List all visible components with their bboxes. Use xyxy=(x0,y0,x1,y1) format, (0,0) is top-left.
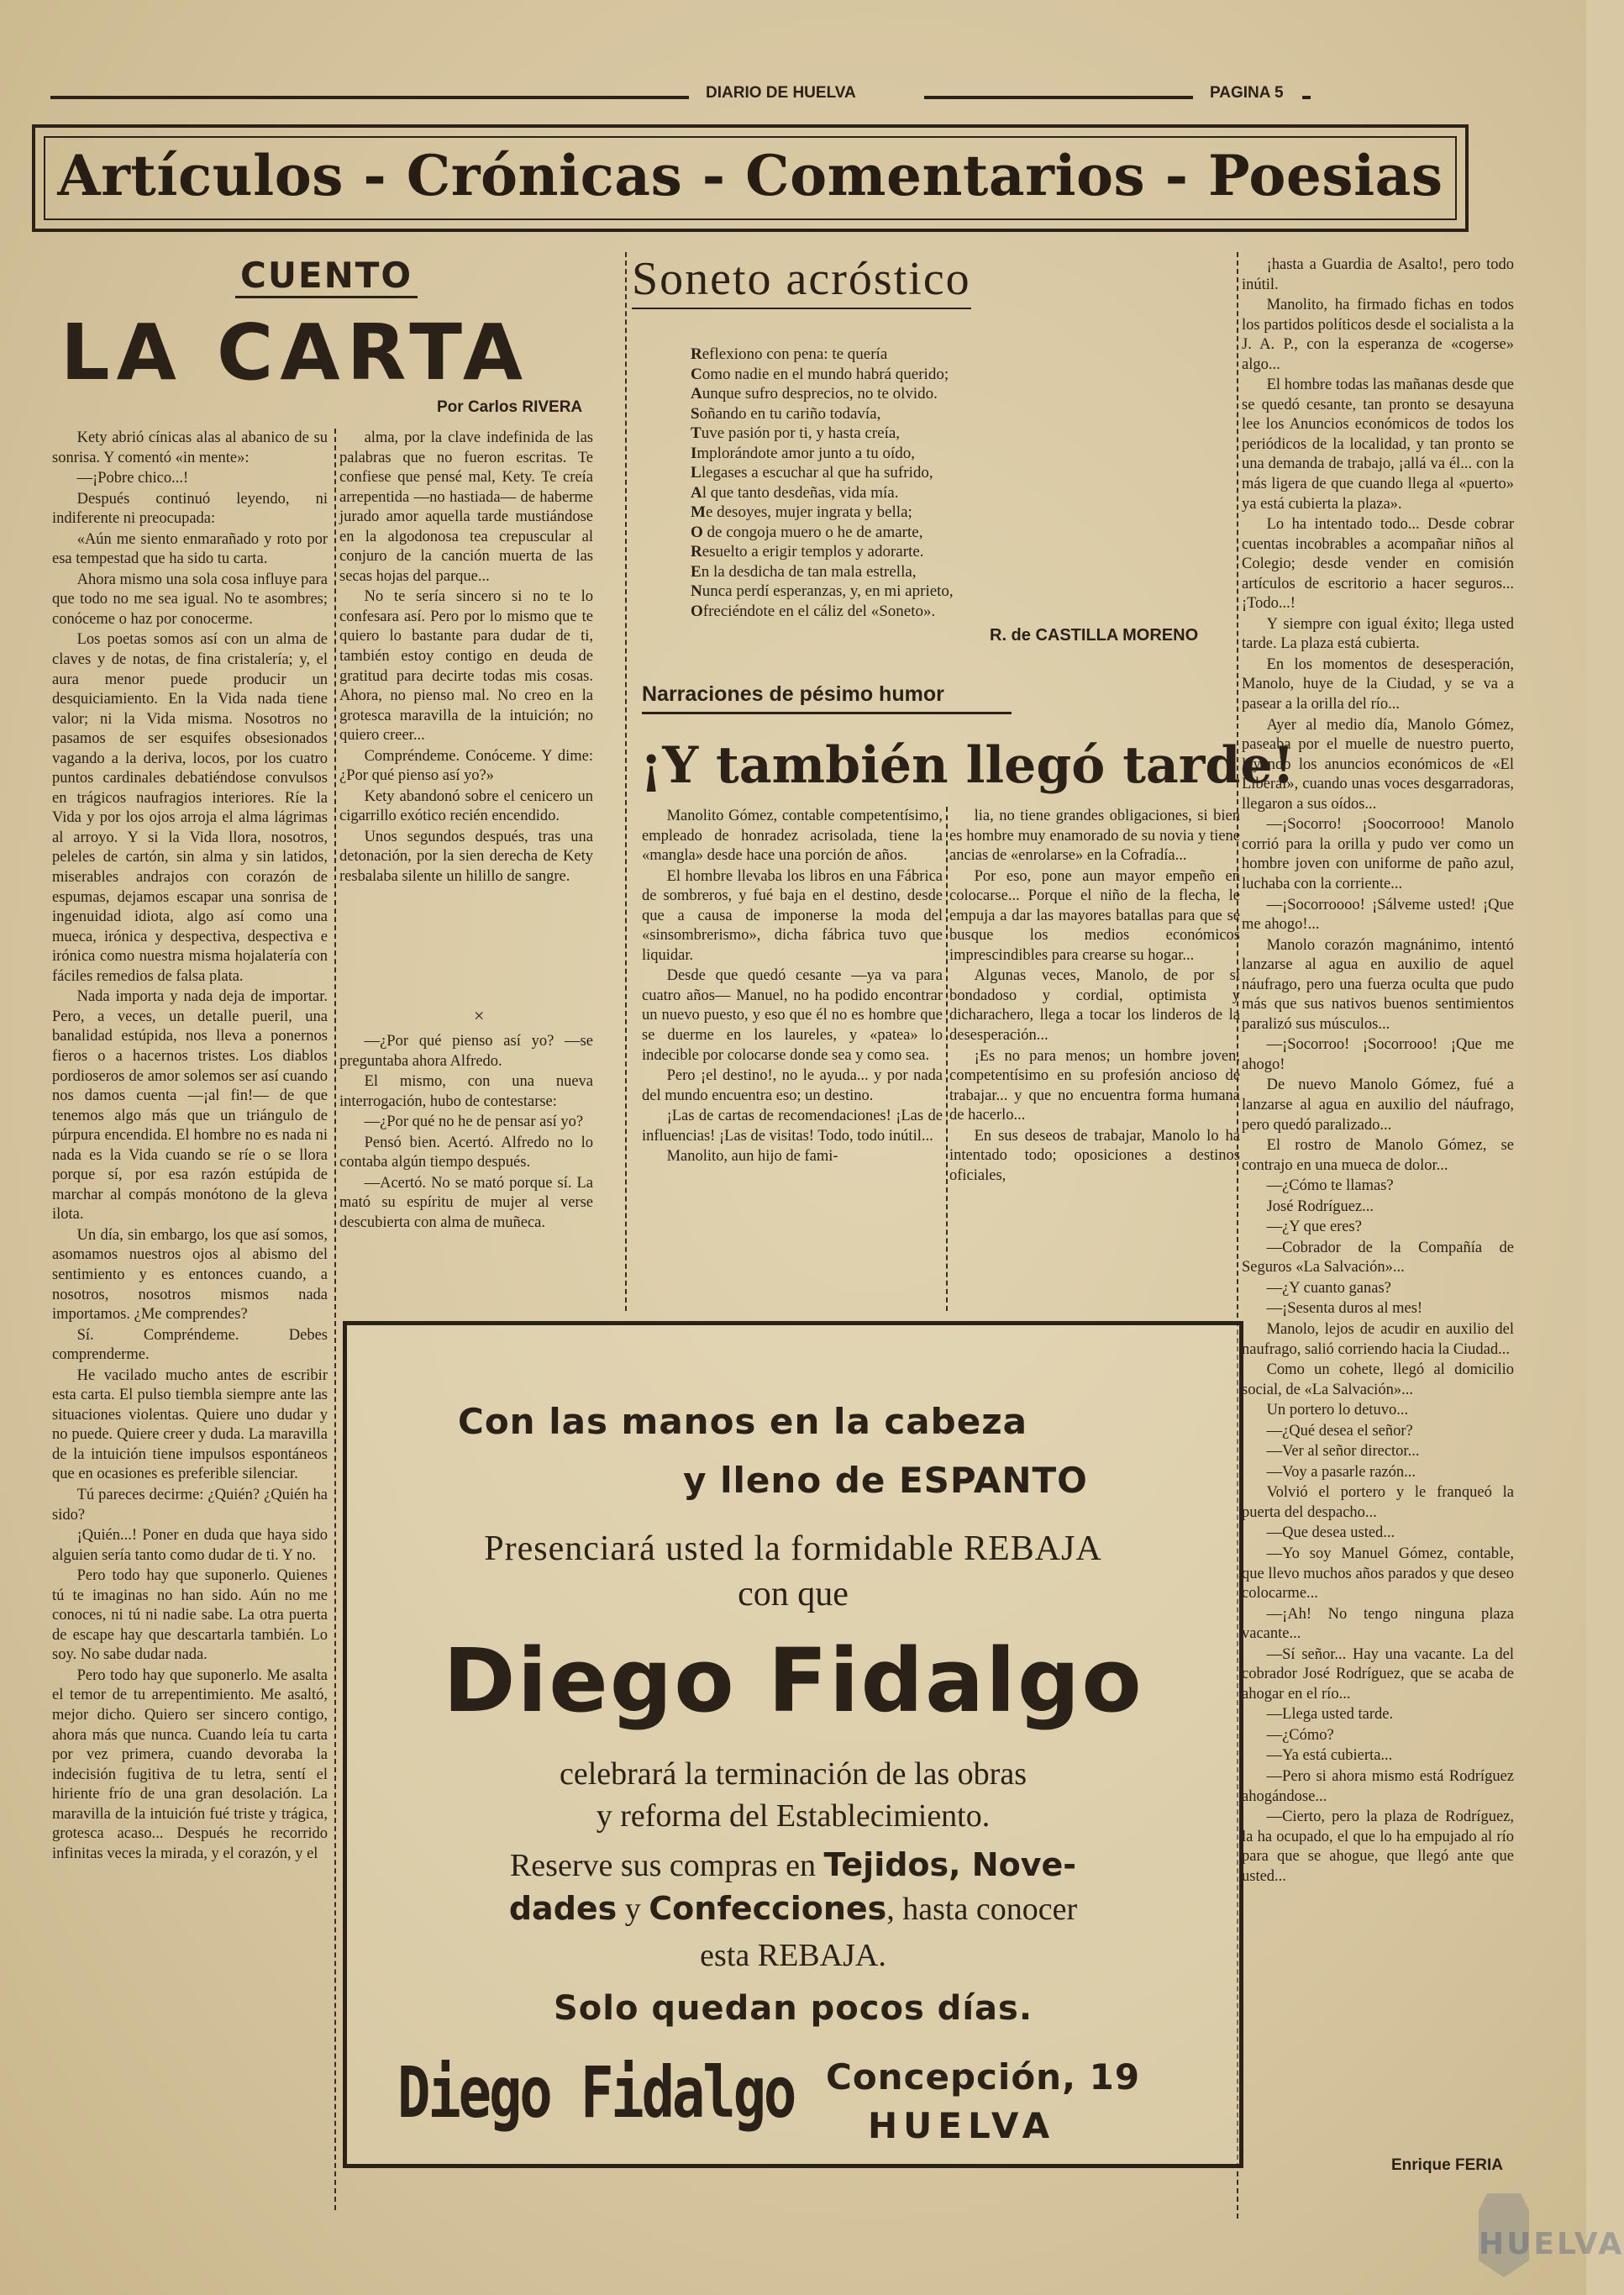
sonnet-verse xyxy=(691,345,1211,365)
story-column-2 xyxy=(339,429,593,888)
paragraph: El hombre llevaba los libros en una Fábrica de sombreros, y fué baja en el destino, desde que a causa de imponerse la moda del «sinsombrerismo», dicha fábrica tuvo que liquidar. xyxy=(642,867,943,964)
paragraph: —¿Por qué pienso así yo? —se preguntaba ahora Alfredo. xyxy=(339,1033,593,1070)
paragraph: José Rodríguez... xyxy=(1266,1198,1374,1215)
paragraph: He vacilado mucho antes de escribir esta carta. El pulso tiembla siempre ante las situaciones violentas. Quiere uno dudar y no puede. Quiere creer y duda. La maravilla de la intuición tiene impulsos espontáneos que en ocasiones es preferible silenciar. xyxy=(52,1366,328,1483)
sonnet-verses xyxy=(691,345,1211,621)
verse-text: l que tanto desdeñas, vida mía. xyxy=(702,483,899,502)
paragraph: —¡Socorro! ¡Soocorrooo! Manolo corrió para la orilla y pudo ver como un hombre joven con uniforme de paño azul, luchaba con la corriente... xyxy=(1242,816,1514,892)
paragraph: El rostro de Manolo Gómez, se contrajo en una mueca de dolor... xyxy=(1242,1137,1514,1174)
story-byline: Por Carlos RIVERA xyxy=(437,398,583,416)
paragraph: No te sería sincero si no te lo confesara así. Pero por lo mismo que te quiero lo bastante para dudar de ti, también estoy contigo en deuda de gratitud para decirte todas mis cosas. Ahora, no pienso mal. No creo en la grotesca maravilla de la intuición; no quiero creer... xyxy=(339,588,593,745)
page-number: PAGINA 5 xyxy=(1210,84,1284,102)
story-column-1 xyxy=(52,429,328,1865)
acrostic-initial: N xyxy=(691,582,702,600)
sonnet-verse xyxy=(691,444,1211,464)
ad-reserve-text: Reserve sus compras en xyxy=(509,1848,824,1883)
paragraph: Manolito, aun hijo de fami- xyxy=(666,1148,838,1166)
sonnet-verse xyxy=(691,424,1211,444)
sonnet-title: Soneto acróstico xyxy=(632,252,971,309)
paragraph: ¡Las de cartas de recomendaciones! ¡Las de influencias! ¡Las de visitas! Todo, todo inútil... xyxy=(642,1108,943,1145)
verse-text: eflexiono con pena: te quería xyxy=(702,345,888,363)
archive-watermark: HUELVA xyxy=(1479,2227,1624,2261)
acrostic-initial: T xyxy=(691,424,702,442)
column-rule-2 xyxy=(625,252,627,1311)
banner-title: Artículos - Crónicas - Comentarios - Poesias xyxy=(57,143,1443,208)
acrostic-initial: A xyxy=(691,385,702,403)
paragraph: Por eso, pone aun mayor empeño en colocarse... Porque el niño de la flecha, le empuja a dar las mayores batallas para que se busque los medios económicos imprescindibles para crearse su hogar... xyxy=(949,867,1240,964)
paragraph: Compréndeme. Conóceme. Y dime: ¿Por qué pienso así yo?» xyxy=(339,747,593,785)
ad-city: HUELVA xyxy=(868,2105,1056,2146)
acrostic-initial: C xyxy=(691,365,702,383)
paragraph: Ayer al medio día, Manolo Gómez, paseaba por el muelle de nuestro puerto, leyendo los anuncios económicos de «El Liberal», cuando unas voces desgarradoras, llegaron a sus oídos... xyxy=(1242,716,1514,813)
paragraph: —Voy a pasarle razón... xyxy=(1266,1463,1416,1481)
sonnet-author: R. de CASTILLA MORENO xyxy=(990,626,1199,645)
paragraph: Manolo, lejos de acudir en auxilio del naufrago, salió corriendo hacia la Ciudad... xyxy=(1242,1320,1514,1358)
article-column-2 xyxy=(949,807,1240,1187)
paragraph: Tú pareces decirme: ¿Quién? ¿Quién ha sido? xyxy=(52,1486,328,1524)
column-rule-3 xyxy=(946,807,948,1311)
head-rule-left xyxy=(50,96,689,99)
verse-text: de congoja muero o he de amarte, xyxy=(702,523,923,541)
ad-headline-1: Con las manos en la cabeza xyxy=(458,1401,1027,1442)
paragraph: —Ya está cubierta... xyxy=(1266,1747,1393,1765)
paragraph: —Llega usted tarde. xyxy=(1266,1706,1394,1724)
sonnet-verse xyxy=(691,384,1211,404)
paragraph: —Cierto, pero la plaza de Rodríguez, la ha ocupado, el que lo ha empujado al río para que se ahogue, que llegó ante que usted... xyxy=(1242,1808,1514,1885)
paragraph: —¿Por qué no he de pensar así yo? xyxy=(364,1113,584,1131)
paragraph: —¿Y que eres? xyxy=(1266,1219,1362,1236)
paragraph: Ahora mismo una sola cosa influye para que todo no me sea igual. No te asombres; conóceme o haz por conocerme. xyxy=(52,571,328,628)
acrostic-initial: R xyxy=(691,345,702,363)
acrostic-initial: R xyxy=(691,543,702,561)
sonnet-verse xyxy=(691,542,1211,562)
running-head xyxy=(50,84,1311,109)
paragraph: —Ver al señor director... xyxy=(1266,1443,1420,1461)
column-rule-1 xyxy=(334,429,336,2210)
section-banner xyxy=(32,124,1469,232)
paragraph: Después continuó leyendo, ni indiferente ni preocupada: xyxy=(52,490,328,528)
acrostic-initial: A xyxy=(691,483,702,502)
story-column-2-end xyxy=(339,1032,593,1234)
section-separator: × xyxy=(474,1005,485,1026)
acrostic-initial: I xyxy=(691,444,697,462)
paragraph: Pero ¡el destino!, no le ayuda... y por nada del mundo encuentra eso; un destino. xyxy=(642,1067,943,1104)
sonnet-verse xyxy=(691,463,1211,483)
narraciones-section-label: Narraciones de pésimo humor xyxy=(642,682,1012,714)
ad-logo-lettering: Diego Fidalgo xyxy=(397,2051,795,2134)
sonnet-verse xyxy=(691,404,1211,424)
paragraph: alma, por la clave indefinida de las palabras que no fueron escritas. Te confiese que pensé mal, Kety. Te creía arrepentida —no hastiada— de haberme jurado amor aquella tarde mustiándose en la algodonosa tea crepuscular al conjuro de la canción muerta de las secas hojas del parque... xyxy=(339,429,593,585)
ad-dades-text: dades xyxy=(508,1890,618,1927)
article-title: ¡Y también llegó tarde! xyxy=(640,736,1295,795)
paragraph: Manolito, ha firmado fichas en todos los partidos políticos desde el socialista a la J. A. P., con la esperanza de «cogerse» algo... xyxy=(1242,297,1514,373)
paragraph: —¿Cómo te llamas? xyxy=(1266,1177,1394,1195)
newspaper-name: DIARIO DE HUELVA xyxy=(706,84,856,102)
paragraph: Y siempre con igual éxito; llega usted tarde. La plaza está cubierta. xyxy=(1242,615,1514,653)
story-title: LA CARTA xyxy=(60,308,530,397)
verse-text: unca perdí esperanzas, y, en mi aprieto, xyxy=(702,582,954,600)
paragraph: —Acertó. No se mató porque sí. La mató su espíritu de mujer al verse descubierta con alma de muñeca. xyxy=(339,1174,593,1231)
paragraph: El hombre todas las mañanas desde que se quedó cesante, tan pronto se desayuna lee los Anuncios económicos de todos los periódicos de la localidad, y tan pronto se una demanda de trabajo, ¡allá va él... con la más ligera de que cuando llega al «puerto» ya está cubierta la plaza». xyxy=(1242,376,1514,513)
ad-store-name: Diego Fidalgo xyxy=(443,1629,1143,1732)
paragraph: En sus deseos de trabajar, Manolo lo ha intentado todo; oposiciones a destinos oficiales, xyxy=(949,1127,1240,1184)
head-rule-right xyxy=(1302,96,1311,99)
sonnet-verse xyxy=(691,523,1211,543)
cuento-label: CUENTO xyxy=(235,255,418,298)
acrostic-initial: E xyxy=(691,562,702,581)
paragraph: Desde que quedó cesante —ya va para cuatro años— Manuel, no ha podido encontrar un nuevo puesto, y eso que él no es hombre que se duerme en los laureles, y «patea» lo indecible por colocarse donde sea y como sea. xyxy=(642,967,943,1064)
ad-line-reserve xyxy=(347,1846,1239,1884)
article-column-1 xyxy=(642,807,943,1168)
paragraph: Kety abrió cínicas alas al abanico de su sonrisa. Y comentó «in mente»: xyxy=(52,429,328,466)
paragraph: —Que desea usted... xyxy=(1266,1524,1395,1542)
acrostic-initial: S xyxy=(691,404,700,423)
paragraph: ¡Es no para menos; un hombre joven, competentísimo en su profesión ancioso de trabajar... y que no encuentra forma humana de hacerlo... xyxy=(949,1047,1240,1124)
verse-text: uve pasión por ti, y hasta creía, xyxy=(701,424,901,442)
paragraph: —¡Pobre chico...! xyxy=(76,470,189,487)
ad-y-text: y xyxy=(617,1892,649,1927)
ad-address: Concepción, 19 xyxy=(826,2056,1141,2098)
sonnet-verse xyxy=(691,562,1211,582)
ad-line-pocos-dias: Solo quedan pocos días. xyxy=(553,1989,1033,2028)
acrostic-initial: O xyxy=(691,523,703,541)
paragraph: Como un cohete, llegó al domicilio social, de «La Salvación»... xyxy=(1242,1361,1514,1398)
verse-text: e desoyes, mujer ingrata y bella; xyxy=(705,503,912,521)
paragraph: Lo ha intentado todo... Desde cobrar cuentas incobrables a acompañar niños al Colegio; desde vender en comisión artículos de escritorio a hacer seguros... ¡Todo...! xyxy=(1242,516,1514,613)
acrostic-initial: M xyxy=(691,503,706,521)
article-column-3 xyxy=(1242,255,1514,1887)
verse-text: oñando en tu cariño todavía, xyxy=(699,404,881,423)
ad-line-obras: celebrará la terminación de las obras xyxy=(560,1756,1027,1792)
ad-line-confecciones xyxy=(347,1890,1239,1928)
paragraph: Pensó bien. Acertó. Alfredo no lo contaba algún tiempo después. xyxy=(339,1134,593,1171)
advertisement xyxy=(343,1321,1243,2168)
paragraph: Unos segundos después, tras una detonación, por la sien derecha de Kety resbalaba silente un hilillo de sangre. xyxy=(339,828,593,886)
verse-text: mplorándote amor junto a tu oído, xyxy=(696,444,916,462)
ad-tejidos-text: Tejidos, Nove- xyxy=(823,1846,1077,1883)
paragraph: Volvió el portero y le franqueó la puerta del despacho... xyxy=(1242,1484,1514,1521)
paragraph: Algunas veces, Manolo, de por sí bondadoso y cordial, optimista y dicharachero, llega a tocar los linderos de la desesperación... xyxy=(949,967,1240,1045)
paragraph: —Sí señor... Hay una vacante. La del cobrador José Rodríguez, que se acaba de ahogar en el río... xyxy=(1242,1645,1514,1703)
sonnet-verse xyxy=(691,365,1211,385)
paragraph: Los poetas somos así con un alma de claves y de notas, de fina cristalería; y, el aura menor puede producir un desquiciamiento. En la Vida nada tiene valor; ni la Vida misma. Nosotros no pasamos de ser esquifes obsesionados vagando a la deriva, locos, por los cuatro puntos cardinales debatiéndose convulsos en trágicos naufragios interiores. Ríe la Vida y por los ojos arroja el alma lágrimas al arroyo. Y si la Vida llora, nosotros, peleles de cartón, sin alma y sin latidos, miserables andrajos con corazón de espumas, dejamos escapar una sonrisa de ingenuidad idiota, algo así como una mueca, irónica y despectiva, despectiva e irónica como nuestra misma hojalatería con fáciles remedios de falsa plata. xyxy=(52,631,328,985)
paragraph: «Aún me siento enmarañado y roto por esa tempestad que ha sido tu carta. xyxy=(52,530,328,568)
paragraph: Pero todo hay que suponerlo. Me asalta el temor de tu arrepentimiento. Me asaltó, mejor dicho. Quiero ser sincero contigo, ahora más que nunca. Cuando leía tu carta por vez primera, cuando devoraba la indecisión fugitiva de tu letra, sentí el hiriente frío de una gran desolación. La maravilla de la intuición fué triste y trágica, grotesca acaso... Después he recorrido infinitas veces la mirada, y el corazón, y el xyxy=(52,1666,328,1862)
paragraph: —¡Socorroooo! ¡Sálveme usted! ¡Que me ahogo!... xyxy=(1242,896,1514,934)
head-rule-middle xyxy=(924,96,1193,99)
paragraph: Un portero lo detuvo... xyxy=(1266,1402,1409,1419)
verse-text: freciéndote en el cáliz del «Soneto». xyxy=(702,602,936,620)
verse-text: omo nadie en el mundo habrá querido; xyxy=(702,365,949,383)
paragraph: De nuevo Manolo Gómez, fué a lanzarse al agua en auxilio del náufrago, pero quedó paralizado... xyxy=(1242,1076,1514,1134)
paragraph: —Pero si ahora mismo está Rodríguez ahogándose... xyxy=(1242,1768,1514,1805)
paragraph: Un día, sin embargo, los que así somos, asomamos nuestros ojos al abismo del sentimiento y es entonces cuando, a nosotros, nosotros mismos nada importamos. ¿Me comprendes? xyxy=(52,1226,328,1324)
ad-line-rebaja: Presenciará usted la formidable REBAJA xyxy=(484,1529,1102,1568)
ad-headline-2: y lleno de ESPANTO xyxy=(683,1460,1088,1501)
sonnet-verse xyxy=(691,483,1211,503)
paragraph: Pero todo hay que suponerlo. Quienes tú te imaginas no han sido. Aún no me conoces, ni tú ni nadie sabe. La otra puerta de escape hay que descartarla también. Lo soy. No sabe dudar nada. xyxy=(52,1567,328,1664)
ad-hasta-text: , hasta conocer xyxy=(886,1892,1078,1927)
paragraph: —¿Y cuanto ganas? xyxy=(1266,1279,1391,1297)
paragraph: —Yo soy Manuel Gómez, contable, que llevo muchos años parados y que deseo colocarme... xyxy=(1242,1545,1514,1603)
verse-text: esuelto a erigir templos y adorarte. xyxy=(702,543,924,561)
sonnet-verse xyxy=(691,602,1211,622)
paragraph: —Cobrador de la Compañía de Seguros «La Salvación»... xyxy=(1242,1239,1514,1276)
paragraph: Manolito Gómez, contable competentísimo, empleado de honradez acrisolada, tiene la «mangla» desde hace una porción de años. xyxy=(642,808,943,865)
paragraph: —¡Ah! No tengo ninguna plaza vacante... xyxy=(1242,1605,1514,1643)
paragraph: —¡Socorroo! ¡Socorrooo! ¡Que me ahogo! xyxy=(1242,1036,1514,1073)
article-author: Enrique FERIA xyxy=(1391,2156,1504,2174)
verse-text: unque sufro desprecios, no te olvido. xyxy=(702,385,938,403)
paragraph: —¡Sesenta duros al mes! xyxy=(1266,1300,1423,1318)
paragraph: En los momentos de desesperación, Manolo, huye de la Ciudad, y se va a pasear a la orilla del río... xyxy=(1242,655,1514,713)
ad-line-con-que: con que xyxy=(738,1575,849,1613)
paragraph: ¡Quién...! Poner en duda que haya sido alguien sería tanto como dudar de ti. Y no. xyxy=(52,1527,328,1564)
paragraph: Kety abandonó sobre el cenicero un cigarrillo exótico recién encendido. xyxy=(339,787,593,825)
ad-line-reforma: y reforma del Establecimiento. xyxy=(596,1798,991,1834)
paragraph: Manolo corazón magnánimo, intentó lanzarse al agua en auxilio de aquel náufrago, pero una fuerza oculta que pudo más que sus nativos buenos sentimientos paralizó sus músculos... xyxy=(1242,936,1514,1033)
acrostic-initial: O xyxy=(691,602,703,620)
paragraph: —¿Qué desea el señor? xyxy=(1266,1422,1413,1440)
sonnet-verse xyxy=(691,503,1211,523)
paragraph: ¡hasta a Guardia de Asalto!, pero todo inútil. xyxy=(1242,256,1514,293)
paragraph: —¿Cómo? xyxy=(1266,1726,1334,1744)
ad-line-esta-rebaja: esta REBAJA. xyxy=(700,1938,886,1973)
paragraph: Sí. Compréndeme. Debes comprenderme. xyxy=(52,1326,328,1364)
ad-confecciones-text: Confecciones xyxy=(649,1890,887,1927)
verse-text: n la desdicha de tan mala estrella, xyxy=(701,562,917,581)
sonnet-verse xyxy=(691,582,1211,602)
paragraph: lia, no tiene grandes obligaciones, si bien es hombre muy enamorado de su novia y tiene ancias de «enrolarse» en la Cofradía... xyxy=(949,808,1240,865)
verse-text: legases a escuchar al que ha sufrido, xyxy=(701,464,933,482)
acrostic-initial: L xyxy=(691,464,702,482)
paragraph: Nada importa y nada deja de importar. Pero, a veces, un detalle pueril, una banalidad estúpida, nos lleva a ponernos fieros o a hacernos tristes. Los diablos pordioseros de amor solemos ser así cuando nos damos cuenta —¡al fin!— de que tenemos algo más que un triángulo de púrpura encendida. El hombre no es nada ni nada es la Vida cuando se ríe o se llora porque sí, por esa razón estúpida de marchar al compás monótono de la gleva ilota. xyxy=(52,988,328,1224)
paragraph: El mismo, con una nueva interrogación, hubo de contestarse: xyxy=(339,1073,593,1110)
